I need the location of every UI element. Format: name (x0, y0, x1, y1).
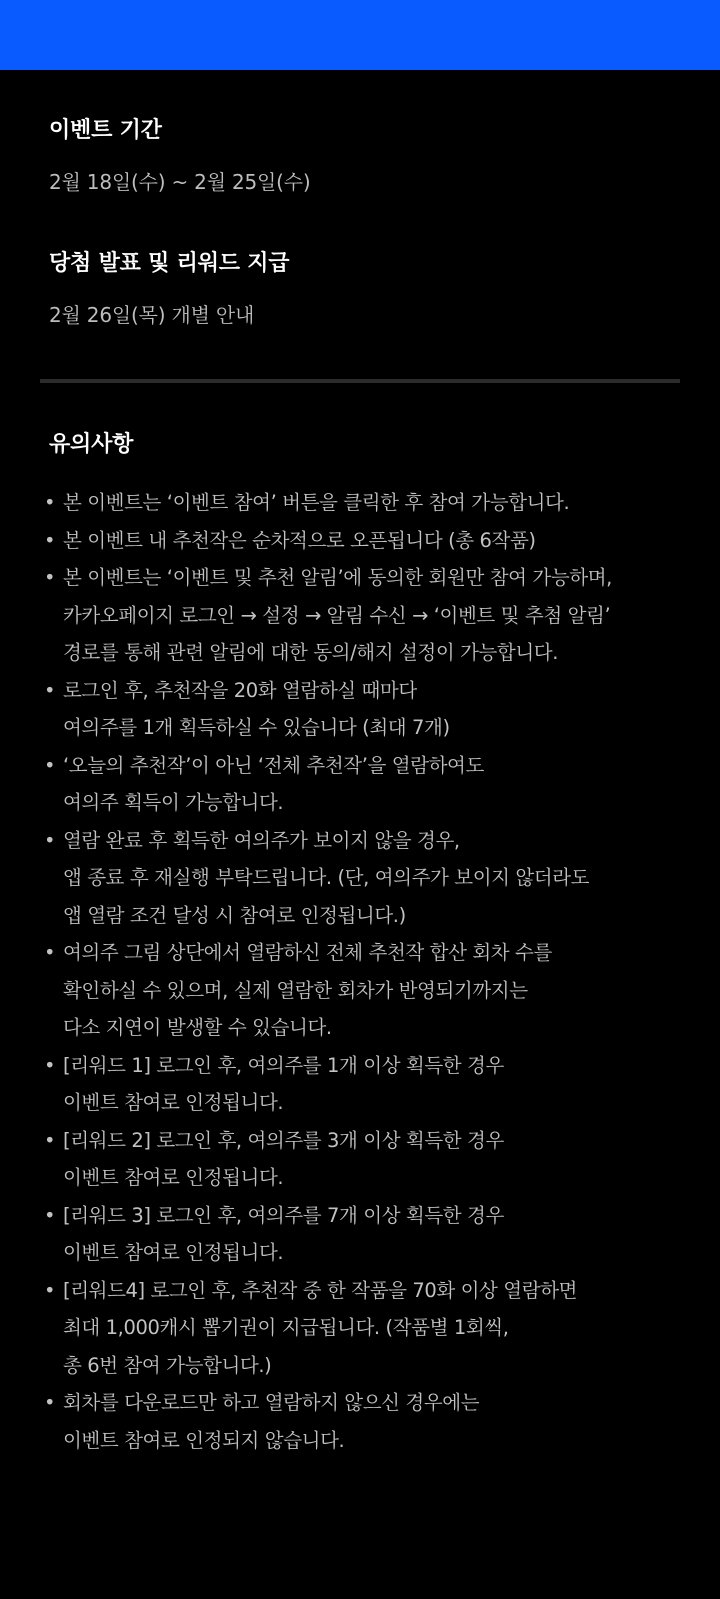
bullet-dot: • (44, 1128, 56, 1152)
note-item (44, 484, 704, 522)
award-heading: 당첨 발표 및 리워드 지급 (49, 251, 290, 276)
note-line: 회차를 다운로드만 하고 열람하지 않으신 경우에는 (63, 1391, 480, 1414)
note-line: 이벤트 참여로 인정되지 않습니다. (63, 1428, 345, 1452)
note-item (44, 1384, 704, 1459)
note-line: 본 이벤트 내 추천작은 순차적으로 오픈됩니다 (총 6작품) (63, 528, 536, 552)
note-line: 로그인 후, 추천작을 20화 열람하실 때마다 (63, 678, 417, 702)
top-banner (0, 0, 720, 70)
bullet-dot: • (44, 1053, 56, 1077)
note-line: [리워드4] 로그인 후, 추천작 중 한 작품을 70화 이상 열람하면 (63, 1278, 578, 1302)
bullet-dot: • (44, 1391, 56, 1414)
note-item (44, 822, 704, 935)
bullet-dot: • (44, 678, 56, 702)
note-item (44, 522, 704, 560)
bullet-dot: • (44, 941, 56, 964)
notes-list (44, 484, 704, 1459)
note-line: [리워드 3] 로그인 후, 여의주를 7개 이상 획득한 경우 (63, 1203, 504, 1227)
award-dates: 2월 26일(목) 개별 안내 (49, 303, 255, 327)
bullet-dot: • (44, 491, 56, 514)
note-line: 확인하실 수 있으며, 실제 열람한 회차가 반영되기까지는 (63, 978, 528, 1002)
note-item (44, 1122, 704, 1197)
event-period-heading: 이벤트 기간 (49, 118, 162, 143)
note-item (44, 1272, 704, 1385)
bullet-dot: • (44, 753, 56, 777)
note-line: 이벤트 참여로 인정됩니다. (63, 1241, 284, 1264)
event-period-dates: 2월 18일(수) ~ 2월 25일(수) (49, 170, 311, 194)
note-line: 본 이벤트는 ‘이벤트 참여’ 버튼을 클릭한 후 참여 가능합니다. (63, 491, 570, 514)
note-line: 경로를 통해 관련 알림에 대한 동의/해지 설정이 가능합니다. (63, 641, 559, 664)
note-line: 다소 지연이 발생할 수 있습니다. (63, 1016, 332, 1039)
note-line: 이벤트 참여로 인정됩니다. (63, 1091, 284, 1114)
note-line: 앱 열람 조건 달성 시 참여로 인정됩니다.) (63, 903, 406, 927)
note-line: 앱 종료 후 재실행 부탁드립니다. (단, 여의주가 보이지 않더라도 (63, 866, 590, 889)
note-line: [리워드 1] 로그인 후, 여의주를 1개 이상 획득한 경우 (63, 1053, 504, 1077)
section-divider (40, 379, 680, 383)
bullet-dot: • (44, 566, 56, 589)
note-line: 최대 1,000캐시 뽑기권이 지급됩니다. (작품별 1회씩, (63, 1316, 509, 1339)
note-line: 카카오페이지 로그인 → 설정 → 알림 수신 → ‘이벤트 및 추첨 알림’ (63, 603, 611, 627)
note-line: 총 6번 참여 가능합니다.) (63, 1353, 272, 1377)
note-line: 여의주를 1개 획득하실 수 있습니다 (최대 7개) (63, 716, 450, 739)
bullet-dot: • (44, 1203, 56, 1227)
note-item (44, 1047, 704, 1122)
note-item (44, 747, 704, 822)
note-line: ‘오늘의 추천작’이 아닌 ‘전체 추천작’을 열람하여도 (63, 753, 484, 777)
note-item (44, 1197, 704, 1272)
note-line: 이벤트 참여로 인정됩니다. (63, 1166, 284, 1189)
note-line: 본 이벤트는 ‘이벤트 및 추천 알림’에 동의한 회원만 참여 가능하며, (63, 566, 612, 589)
note-line: [리워드 2] 로그인 후, 여의주를 3개 이상 획득한 경우 (63, 1128, 504, 1152)
bullet-dot: • (44, 828, 56, 852)
note-item (44, 934, 704, 1047)
bullet-dot: • (44, 1278, 56, 1302)
note-line: 여의주 획득이 가능합니다. (63, 791, 284, 814)
note-line: 여의주 그림 상단에서 열람하신 전체 추천작 합산 회차 수를 (63, 941, 552, 964)
notes-heading: 유의사항 (49, 432, 134, 457)
note-line: 열람 완료 후 획득한 여의주가 보이지 않을 경우, (63, 828, 460, 852)
note-item (44, 559, 704, 672)
bullet-dot: • (44, 528, 56, 552)
note-item (44, 672, 704, 747)
